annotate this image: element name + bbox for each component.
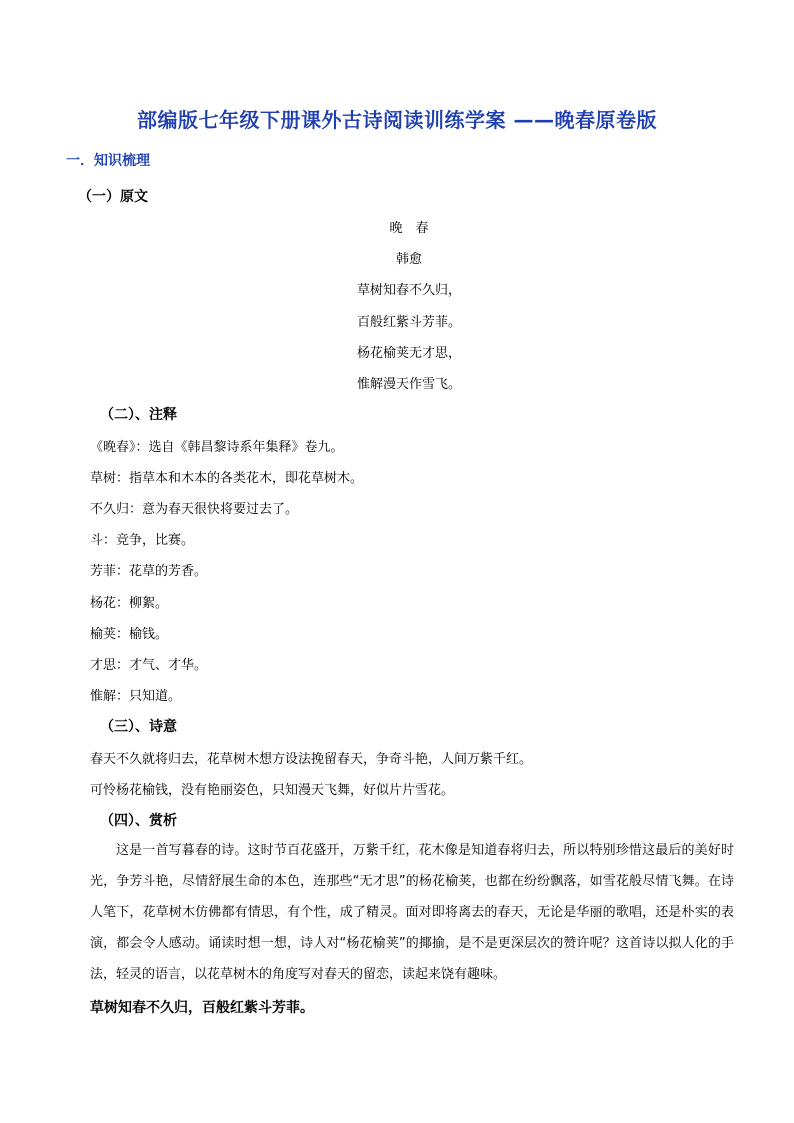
poem-line: 惟解漫天作雪飞。	[356, 377, 461, 392]
note-item: 榆荚：榆钱。	[90, 627, 169, 642]
note-item: 《晚春》：选自《韩昌黎诗系年集释》卷九。	[90, 440, 344, 455]
note-item: 不久归：意为春天很快将要过去了。	[90, 502, 299, 517]
document-title: 部编版七年级下册课外古诗阅读训练学案 ——晚春原卷版	[137, 108, 657, 132]
note-item: 惟解：只知道。	[90, 689, 182, 704]
appreciation-heading: （四）、赏析	[100, 813, 177, 829]
note-item: 才思：才气、才华。	[90, 658, 208, 673]
poem-line: 草树知春不久归，	[356, 283, 461, 298]
note-item: 杨花：柳絮。	[90, 596, 169, 611]
section-knowledge-heading: 一．知识梳理	[66, 153, 150, 169]
poem-line: 百般红紫斗芳菲。	[356, 315, 461, 330]
appreciation-quote: 草树知春不久归，百般红紫斗芳菲。	[90, 1000, 314, 1016]
note-item: 草树：指草本和木本的各类花木，即花草树木。	[90, 471, 364, 486]
note-item: 芳菲：花草的芳香。	[90, 564, 208, 579]
original-heading: （一）原文	[78, 189, 148, 205]
note-item: 斗：竞争，比赛。	[90, 533, 195, 548]
appreciation-paragraph: 这是一首写暮春的诗。这时节百花盛开，万紫千红，花木像是知道春将归去，所以特别珍惜这最后的美好时光，争芳斗艳，尽情舒展生命的本色，连那些“无才思”的杨花榆荚，也都在纷纷飘落，如雪花般尽情飞舞。在诗人笔下，花草树木仿佛都有情思，有个性，成了精灵。面对即将离去的春天，无论是华丽的歌唱，还是朴实的表演，都会令人感动。诵读时想一想，诗人对“杨花榆荚”的揶揄，是不是更深层次的赞许呢？这首诗以拟人化的手法，轻灵的语言，以花草树木的角度写对春天的留恋，读起来饶有趣味。	[90, 843, 734, 982]
poem-author: 韩愈	[395, 252, 422, 267]
meaning-heading: （三）、诗意	[100, 719, 177, 735]
poem-title: 晚 春	[389, 221, 429, 236]
notes-heading: （二）、注释	[100, 407, 177, 423]
poem-line: 杨花榆荚无才思，	[356, 346, 461, 361]
meaning-line: 春天不久就将归去，花草树木想方设法挽留春天，争奇斗艳，人间万紫千红。	[90, 752, 533, 767]
meaning-line: 可怜杨花榆钱，没有艳丽姿色，只知漫天飞舞，好似片片雪花。	[90, 783, 455, 798]
